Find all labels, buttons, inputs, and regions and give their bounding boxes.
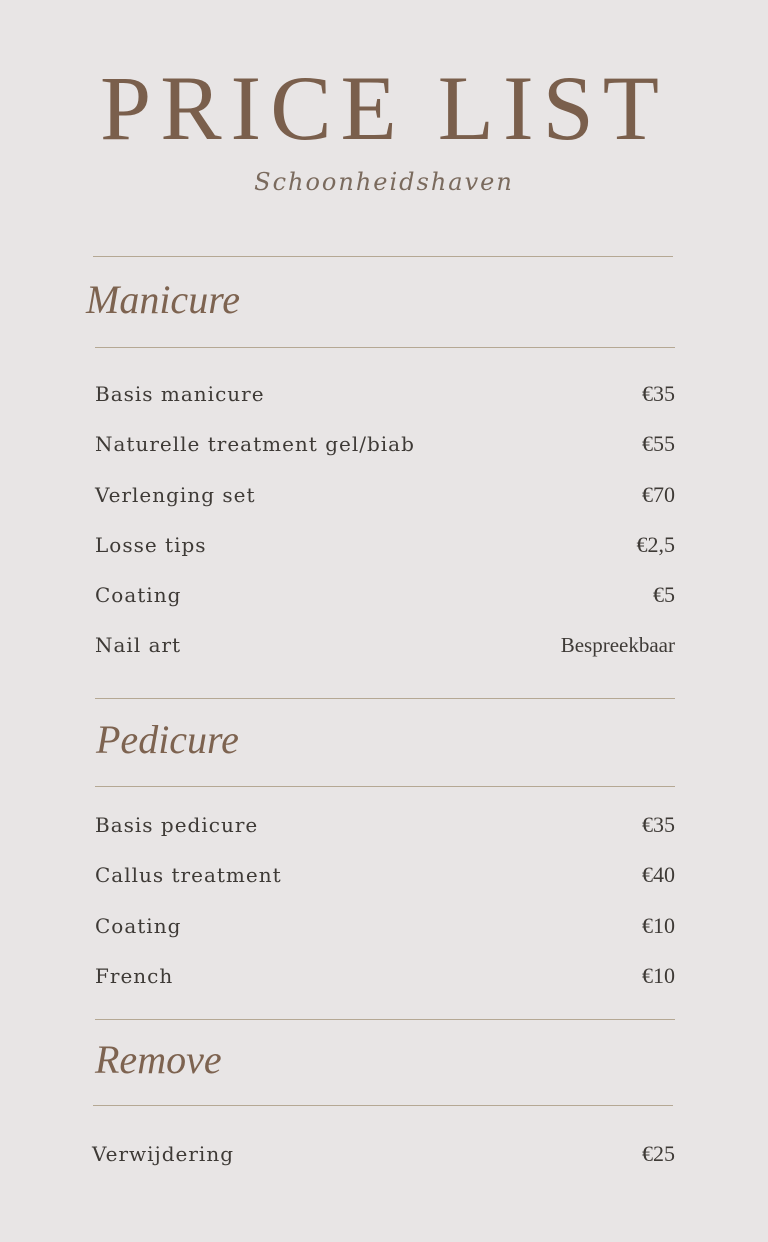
price-row [95, 580, 675, 610]
divider [95, 1019, 675, 1020]
divider [93, 256, 673, 257]
price-row [95, 480, 675, 510]
service-name: Coating [95, 914, 182, 938]
price-row [95, 530, 675, 560]
service-price: €25 [642, 1141, 675, 1166]
divider [95, 347, 675, 348]
service-name: Verlenging set [95, 483, 256, 507]
service-price: €35 [642, 381, 675, 406]
service-price: €10 [642, 963, 675, 988]
section-title-remove: Remove [95, 1037, 222, 1082]
divider [95, 698, 675, 699]
price-row [95, 961, 675, 991]
service-name: Basis pedicure [95, 813, 259, 837]
price-row [95, 810, 675, 840]
price-list-title: PRICE LIST [100, 57, 668, 159]
service-name: Naturelle treatment gel/biab [95, 432, 415, 456]
service-price: €10 [642, 913, 675, 938]
price-row [95, 429, 675, 459]
service-name: Verwijdering [92, 1142, 234, 1166]
salon-name: Schoonheidshaven [254, 168, 514, 196]
service-name: French [95, 964, 174, 988]
service-price: €35 [642, 812, 675, 837]
price-row [92, 1139, 675, 1169]
price-row [95, 630, 675, 660]
service-name: Coating [95, 583, 182, 607]
divider [93, 1105, 673, 1106]
price-row [95, 379, 675, 409]
service-name: Callus treatment [95, 863, 282, 887]
service-name: Nail art [95, 633, 182, 657]
section-title-manicure: Manicure [86, 277, 241, 322]
service-name: Losse tips [95, 533, 207, 557]
price-row [95, 860, 675, 890]
service-price: Bespreekbaar [560, 632, 675, 657]
service-price: €40 [642, 862, 675, 887]
service-name: Basis manicure [95, 382, 265, 406]
section-title-pedicure: Pedicure [96, 717, 239, 762]
service-price: €5 [653, 582, 675, 607]
service-price: €2,5 [636, 532, 675, 557]
price-row [95, 911, 675, 941]
service-price: €70 [642, 482, 675, 507]
service-price: €55 [642, 431, 675, 456]
divider [95, 786, 675, 787]
